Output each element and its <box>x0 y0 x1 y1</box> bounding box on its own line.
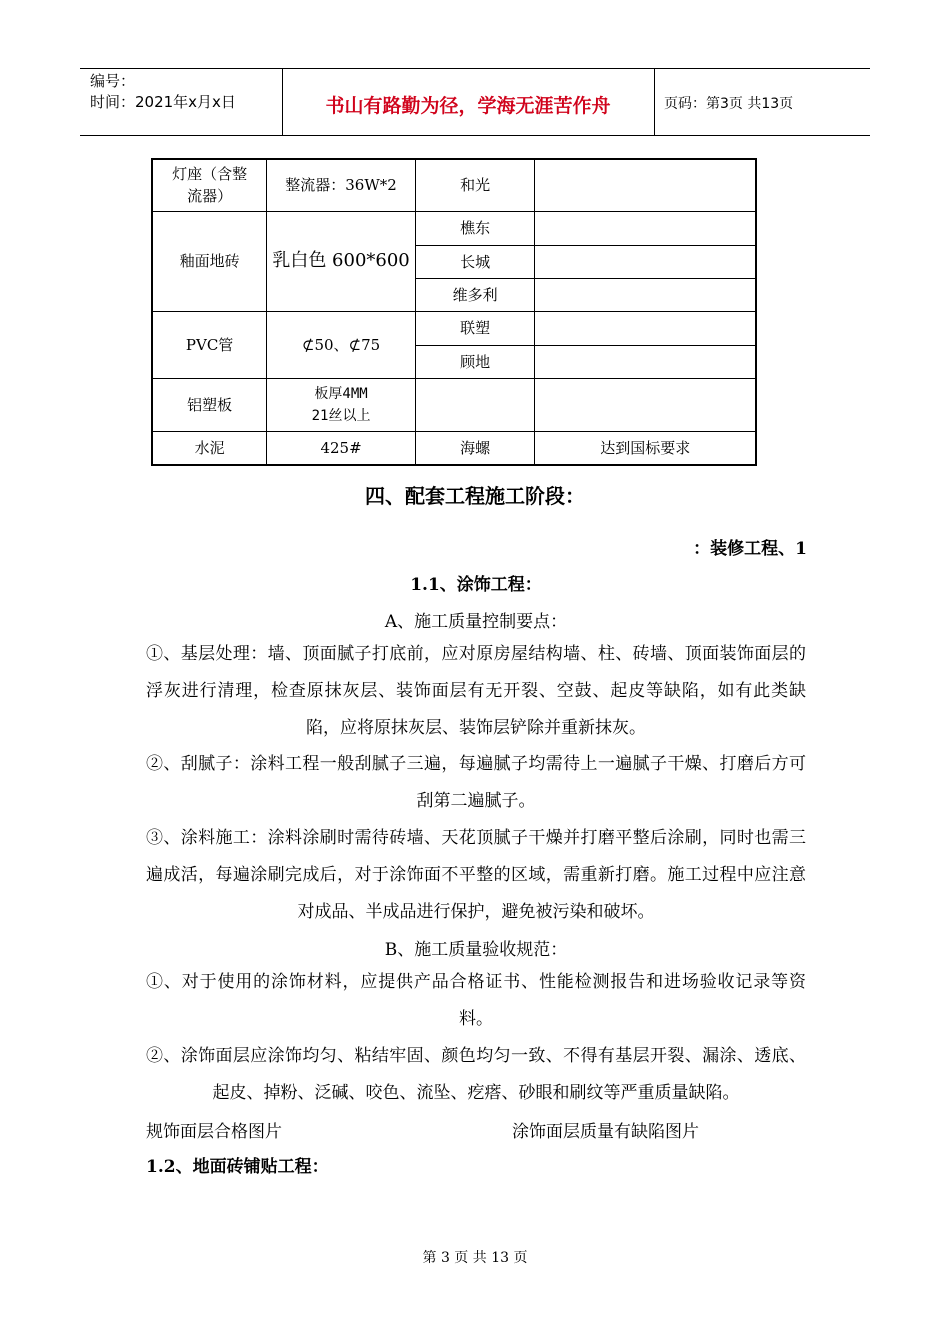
table-cell: 联塑 <box>415 311 535 345</box>
header-meta <box>90 71 236 113</box>
table-row <box>152 159 756 211</box>
header-motto: 书山有路勤为径，学海无涯苦作舟 <box>325 95 611 117</box>
table-cell <box>535 159 756 211</box>
table-cell <box>535 311 756 345</box>
section-title: 四、配套工程施工阶段： <box>365 484 585 508</box>
table-row <box>152 211 756 245</box>
table-cell: 铝塑板 <box>152 378 267 431</box>
sub-heading-1-1: 1.1、涂饰工程： <box>410 575 542 595</box>
caption-right: 涂饰面层质量有缺陷图片 <box>512 1122 699 1142</box>
paragraph-3: ③、涂料施工：涂料涂刷时需待砖墙、天花顶腻子干燥并打磨平整后涂刷，同时也需三遍成活，每遍涂刷完成后，对于涂饰面不平整的区域，需重新打磨。施工过程中应注意对成品、半成品进行保护，避免被污染和破坏。 <box>146 828 806 922</box>
table-cell <box>535 211 756 245</box>
materials-table <box>151 158 757 466</box>
table-cell <box>535 278 756 311</box>
table-cell: 乳白色 600*600 <box>267 211 416 311</box>
table-cell-line: 21丝以上 <box>311 407 371 424</box>
page-footer: 第 3 页 共 13 页 <box>422 1250 528 1266</box>
subsection-heading: ：装修工程、1 <box>693 539 807 559</box>
table-cell <box>535 378 756 431</box>
table-cell: PVC管 <box>152 311 267 378</box>
table-cell: 釉面地砖 <box>152 211 267 311</box>
a-heading: A、施工质量控制要点： <box>384 612 568 632</box>
table-cell: 和光 <box>415 159 535 211</box>
table-cell: 425# <box>267 431 416 465</box>
header-divider <box>654 69 655 135</box>
table-cell: 樵东 <box>415 211 535 245</box>
paragraph-4: ①、对于使用的涂饰材料，应提供产品合格证书、性能检测报告和进场验收记录等资料。 <box>146 972 806 1029</box>
paragraph-1: ①、基层处理：墙、顶面腻子打底前，应对原房屋结构墙、柱、砖墙、顶面装饰面层的浮灰进行清理，检查原抹灰层、装饰面层有无开裂、空鼓、起皮等缺陷，如有此类缺陷，应将原抹灰层、装饰层铲除并重新抹灰。 <box>146 644 806 738</box>
table-row <box>152 431 756 465</box>
header-time: 时间：2021年x月x日 <box>90 93 236 111</box>
table-cell <box>415 378 535 431</box>
table-cell: 灯座（含整流器） <box>152 159 267 211</box>
table-cell <box>535 345 756 378</box>
b-heading: B、施工质量验收规范： <box>384 940 568 960</box>
table-cell <box>267 378 416 431</box>
table-cell <box>535 245 756 278</box>
paragraph-2: ②、刮腻子：涂料工程一般刮腻子三遍，每遍腻子均需待上一遍腻子干燥、打磨后方可刮第二遍腻子。 <box>146 754 806 811</box>
table-cell-line: 板厚4MM <box>314 385 368 402</box>
table-cell: 水泥 <box>152 431 267 465</box>
table-row <box>152 378 756 431</box>
table-cell: 海螺 <box>415 431 535 465</box>
table-row <box>152 311 756 345</box>
page-header <box>80 68 870 136</box>
table-cell: 整流器：36W*2 <box>267 159 416 211</box>
table-cell: 达到国标要求 <box>535 431 756 465</box>
table-cell: 维多利 <box>415 278 535 311</box>
caption-left: 规饰面层合格图片 <box>146 1122 282 1142</box>
header-number: 编号： <box>90 72 136 90</box>
table-cell: 顾地 <box>415 345 535 378</box>
table-cell: ⊄50、⊄75 <box>267 311 416 378</box>
sub-heading-1-2: 1.2、地面砖铺贴工程： <box>146 1157 329 1177</box>
table-cell: 长城 <box>415 245 535 278</box>
paragraph-5: ②、涂饰面层应涂饰均匀、粘结牢固、颜色均匀一致、不得有基层开裂、漏涂、透底、起皮、掉粉、泛碱、咬色、流坠、疙瘩、砂眼和刷纹等严重质量缺陷。 <box>146 1046 806 1103</box>
header-page-info: 页码：第3页 共13页 <box>664 96 794 112</box>
